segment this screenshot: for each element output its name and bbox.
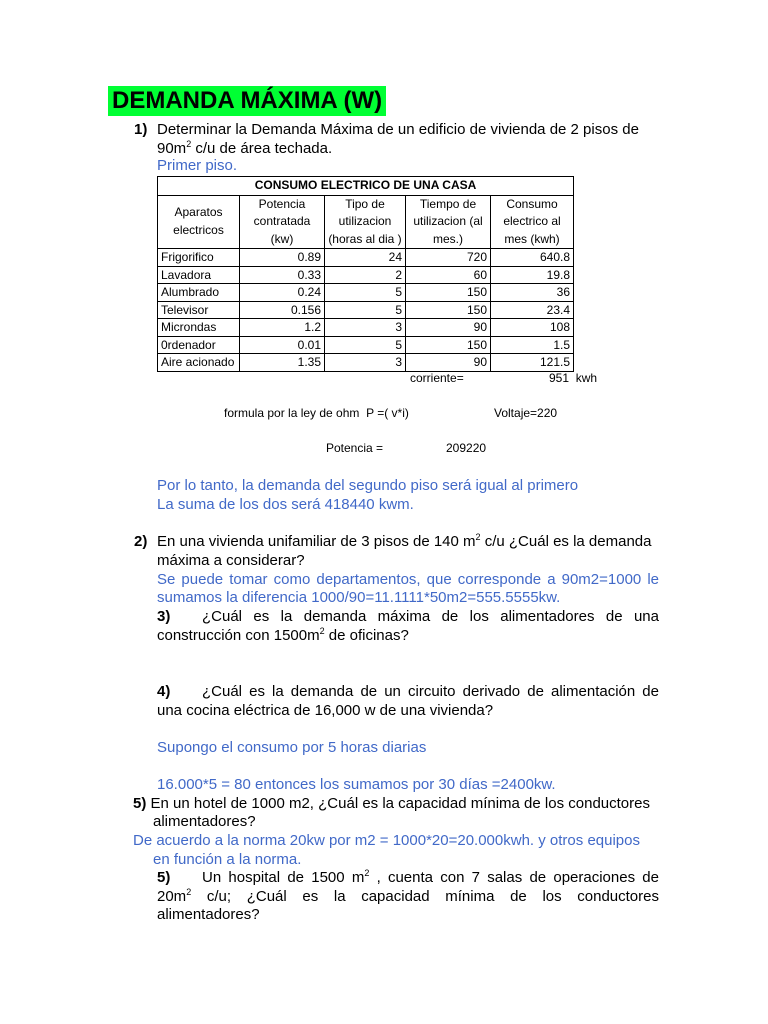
corriente-number: 951 xyxy=(549,371,570,385)
question-5b-line-2 xyxy=(157,887,659,906)
corriente-value xyxy=(549,371,597,385)
question-2-number: 2) xyxy=(134,533,148,550)
table-row xyxy=(158,301,574,319)
question-1-line-2b: c/u de área techada. xyxy=(191,140,333,157)
header-aparatos xyxy=(158,195,240,249)
table-row xyxy=(158,249,574,267)
table-cell: 150 xyxy=(406,336,491,354)
voltaje-text: Voltaje=220 xyxy=(494,406,558,420)
header-line: mes.) xyxy=(433,231,463,246)
header-line: mes (kwh) xyxy=(504,231,560,246)
question-4-answer-1: Supongo el consumo por 5 horas diarias xyxy=(157,739,427,756)
table-row xyxy=(158,319,574,337)
table-cell: 0.01 xyxy=(240,336,325,354)
question-4-line-2: una cocina eléctrica de 16,000 w de una vivienda? xyxy=(157,702,494,719)
superscript-2: 2 xyxy=(364,868,370,878)
question-1-number: 1) xyxy=(134,121,148,138)
table-cell: 90 xyxy=(406,319,491,337)
table-cell: 90 xyxy=(406,354,491,372)
page-title: DEMANDA MÁXIMA (W) xyxy=(108,86,386,116)
corriente-label: corriente= xyxy=(410,371,464,385)
question-5b-line-1 xyxy=(202,868,659,887)
text-span: construcción con 1500m xyxy=(157,627,320,644)
question-2-answer-2: sumamos la diferencia 1000/90=11.1111*50m2=555.5555kw. xyxy=(157,589,561,606)
table-cell: 640.8 xyxy=(491,249,574,267)
table-cell: 2 xyxy=(325,266,406,284)
text-span: c/u ¿Cuál es la demanda xyxy=(480,533,652,550)
corriente-unit: kwh xyxy=(575,371,598,385)
table-row xyxy=(158,354,574,372)
header-line: electrico al xyxy=(503,214,561,228)
table-cell: 36 xyxy=(491,284,574,302)
table-cell: Frigorifico xyxy=(158,249,240,267)
question-5a-line-2: alimentadores? xyxy=(153,813,256,830)
table-cell: 720 xyxy=(406,249,491,267)
superscript-2: 2 xyxy=(186,887,192,897)
header-line: Potencia xyxy=(258,196,306,211)
potencia-label: Potencia = xyxy=(326,441,384,455)
text-span: Un hospital de 1500 m xyxy=(202,869,365,886)
question-2-answer-1: Se puede tomar como departamentos, que corresponde a 90m2=1000 le xyxy=(157,571,659,588)
text-span: de oficinas? xyxy=(324,627,409,644)
text-span: En un hotel de 1000 m2, ¿Cuál es la capacidad mínima de los conductores xyxy=(146,795,650,812)
question-2-line-2: máxima a considerar? xyxy=(157,552,305,569)
question-3-line-2 xyxy=(157,626,409,645)
table-cell: 150 xyxy=(406,301,491,319)
header-line: (horas al dia ) xyxy=(328,231,402,246)
question-5b-number: 5) xyxy=(157,869,171,886)
text-span: c/u; ¿Cuál es la capacidad mínima de los conductores xyxy=(191,888,659,905)
table-cell: Alumbrado xyxy=(158,284,240,302)
table-cell: 5 xyxy=(325,284,406,302)
header-tiempo xyxy=(406,195,491,249)
table-cell: 5 xyxy=(325,301,406,319)
header-line: Tipo de xyxy=(345,196,385,211)
header-line: Tiempo de xyxy=(419,196,477,211)
table-cell: 19.8 xyxy=(491,266,574,284)
table-row xyxy=(158,266,574,284)
table-cell: 1.35 xyxy=(240,354,325,372)
table-cell: 24 xyxy=(325,249,406,267)
question-5a-answer-1: De acuerdo a la norma 20kw por m2 = 1000*20=20.000kwh. y otros equipos xyxy=(133,832,640,849)
table-cell: 150 xyxy=(406,284,491,302)
potencia-value: 209220 xyxy=(446,441,487,455)
table-cell: Lavadora xyxy=(158,266,240,284)
conclusion-line-2: La suma de los dos será 418440 kwm. xyxy=(157,496,414,513)
header-line: (kw) xyxy=(270,231,294,246)
table-cell: Aire acionado xyxy=(158,354,240,372)
table-cell: 5 xyxy=(325,336,406,354)
question-1-line-1: Determinar la Demanda Máxima de un edificio de vivienda de 2 pisos de xyxy=(157,121,639,138)
superscript-2: 2 xyxy=(186,139,192,149)
header-line: utilizacion (al xyxy=(413,214,483,228)
table-cell: 121.5 xyxy=(491,354,574,372)
formula-text: formula por la ley de ohm P =( v*i) xyxy=(224,406,409,420)
header-potencia xyxy=(240,195,325,249)
question-3-number: 3) xyxy=(157,608,171,625)
table-cell: 0.89 xyxy=(240,249,325,267)
superscript-2: 2 xyxy=(319,626,325,636)
table-cell: 108 xyxy=(491,319,574,337)
question-4-number: 4) xyxy=(157,683,171,700)
text-span: , cuenta con 7 salas de operaciones de xyxy=(369,869,659,886)
conclusion-line-1: Por lo tanto, la demanda del segundo piso será igual al primero xyxy=(157,477,579,494)
question-4-line-1: ¿Cuál es la demanda de un circuito derivado de alimentación de xyxy=(202,683,659,700)
table-cell: 60 xyxy=(406,266,491,284)
table-cell: 0.24 xyxy=(240,284,325,302)
table-cell: 3 xyxy=(325,319,406,337)
question-5a-answer-2: en función a la norma. xyxy=(153,851,302,868)
question-1-line-2a: 90m xyxy=(157,140,187,157)
table-row xyxy=(158,284,574,302)
table-cell: 0.156 xyxy=(240,301,325,319)
header-line: contratada xyxy=(253,214,311,228)
table-cell: 0rdenador xyxy=(158,336,240,354)
table-caption: CONSUMO ELECTRICO DE UNA CASA xyxy=(158,177,574,196)
header-tipo xyxy=(325,195,406,249)
question-3-line-1: ¿Cuál es la demanda máxima de los alimentadores de una xyxy=(202,608,659,625)
question-4-answer-2: 16.000*5 = 80 entonces los sumamos por 30 días =2400kw. xyxy=(157,776,556,793)
header-line: Consumo xyxy=(506,196,558,211)
question-2-line-1 xyxy=(157,532,651,551)
table-cell: Televisor xyxy=(158,301,240,319)
consumption-table xyxy=(157,176,574,372)
table-cell: 3 xyxy=(325,354,406,372)
question-5a-line-1 xyxy=(133,794,650,813)
table-cell: 1.5 xyxy=(491,336,574,354)
question-5b-line-3: alimentadores? xyxy=(157,906,260,923)
table-row xyxy=(158,336,574,354)
table-cell: 1.2 xyxy=(240,319,325,337)
text-span: En una vivienda unifamiliar de 3 pisos de 140 m xyxy=(157,533,476,550)
table-cell: 0.33 xyxy=(240,266,325,284)
superscript-2: 2 xyxy=(475,532,481,542)
header-line: utilizacion xyxy=(338,214,392,228)
header-consumo xyxy=(491,195,574,249)
table-cell: 23.4 xyxy=(491,301,574,319)
header-line: electricos xyxy=(173,222,224,237)
header-line: Aparatos xyxy=(174,205,223,220)
primer-piso-label: Primer piso. xyxy=(157,157,238,174)
question-5a-number: 5) xyxy=(133,795,147,812)
text-span: 20m xyxy=(157,888,187,905)
question-1-text xyxy=(157,120,659,158)
table-cell: Microndas xyxy=(158,319,240,337)
